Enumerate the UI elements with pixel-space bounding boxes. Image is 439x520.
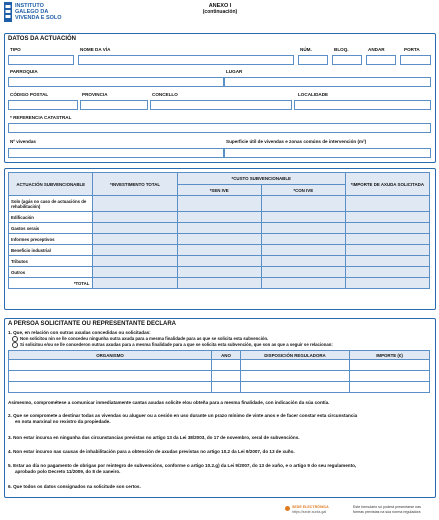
provincia-field[interactable] — [80, 100, 148, 110]
option-no-axudas: Non solicitou nin se lle concedeu ningunha outra axuda para a mesma finalidade para as que se solicita esta subvención. — [20, 336, 269, 341]
provincia-label: PROVINCIA — [82, 92, 108, 97]
cp-label: CÓDIGO POSTAL — [10, 92, 49, 97]
cell[interactable] — [212, 382, 241, 393]
tipo-field[interactable] — [8, 55, 74, 65]
col-organismo: ORGANISMO — [9, 351, 212, 360]
cell[interactable] — [212, 371, 241, 382]
cell[interactable] — [261, 278, 345, 289]
datos-title: DATOS DA ACTUACIÓN — [8, 36, 76, 42]
cell[interactable] — [261, 234, 345, 245]
declara-item-3: 3. Non estar incursa en ningunha das circunstancias previstas no artigo 13 da Lei 38/2003, do 17 de novembro, xeral de subvencións. — [8, 435, 300, 440]
radio-si-axudas[interactable] — [12, 342, 18, 348]
costs-table — [8, 172, 430, 289]
row-label-edificacion: Edificación — [9, 212, 93, 223]
annex-subtitle: (continuación) — [202, 9, 238, 15]
declara-item-2b: en nota marxinal no rexistro da propiedade. — [15, 419, 111, 424]
axudas-table — [8, 350, 430, 393]
num-label: NÚM. — [300, 47, 312, 52]
cell[interactable] — [345, 196, 429, 212]
declara-title: A PERSOA SOLICITANTE OU REPRESENTANTE DECLARA — [8, 321, 177, 327]
org-name-1: INSTITUTO — [15, 3, 44, 9]
lugar-label: LUGAR — [226, 69, 243, 74]
row-label-solo: Solo (agás no caso de actuacións de rehabilitación) — [9, 196, 93, 212]
coat-of-arms-icon — [4, 2, 12, 22]
cell[interactable] — [177, 196, 261, 212]
localidade-label: LOCALIDADE — [298, 92, 329, 97]
cell[interactable] — [9, 382, 212, 393]
cell[interactable] — [93, 278, 177, 289]
cell[interactable] — [261, 196, 345, 212]
declara-item-5a: 5. Estar ao día no pagamento de obrigas por reintegro de subvencións, conforme o artigo 10.2.g) da Lei 9/2007, do 13 de xuño, e o artigo 9 do seu regulamento, — [8, 463, 357, 468]
annex-title: ANEXO I — [208, 3, 232, 9]
cell[interactable] — [350, 360, 430, 371]
superficie-field[interactable] — [224, 148, 431, 158]
parroquia-label: PARROQUIA — [10, 69, 38, 74]
cell[interactable] — [350, 371, 430, 382]
cell[interactable] — [345, 212, 429, 223]
cell[interactable] — [261, 223, 345, 234]
declara-item-1: 1. Que, en relación con outras axudas concedidas ou solicitadas: — [8, 330, 151, 335]
superficie-label: Superficie útil de vivendas e zonas comúns de intervención (m²) — [226, 139, 367, 144]
andar-label: ANDAR — [368, 47, 385, 52]
col-con-ive: *CON IVE — [261, 185, 345, 196]
declara-item-2a: 2. Que se compromete a destinar todas as vivendas ou aluguer ou a cesión en uso durante un prazo mínimo de vinte anos e de facer constar esta circunstancia — [8, 413, 358, 418]
cell[interactable] — [350, 382, 430, 393]
cell[interactable] — [345, 245, 429, 256]
cell[interactable] — [345, 256, 429, 267]
col-custo: *CUSTO SUBVENCIONABLE — [177, 173, 345, 185]
cell[interactable] — [9, 371, 212, 382]
bloq-label: BLOQ. — [334, 47, 349, 52]
parroquia-field[interactable] — [8, 77, 224, 87]
cell[interactable] — [261, 245, 345, 256]
concello-field[interactable] — [150, 100, 292, 110]
cell[interactable] — [241, 371, 350, 382]
col-disposicion: DISPOSICIÓN REGULADORA — [241, 351, 350, 360]
n-vivendas-label: Nº vivendas — [10, 139, 36, 144]
cell[interactable] — [177, 212, 261, 223]
declara-item-5b: aprobado polo Decreto 11/2009, do 8 de xaneiro. — [15, 469, 121, 474]
cell[interactable] — [177, 267, 261, 278]
option-si-axudas: Si solicitou e/ou se lle concederon outras axudas para a mesma finalidade para a que se solicita esta subvención, que son as que a seguir se relacionan: — [20, 342, 333, 347]
cell[interactable] — [177, 256, 261, 267]
row-label-informes: Informes preceptivos — [9, 234, 93, 245]
bloq-field[interactable] — [332, 55, 362, 65]
cell[interactable] — [93, 223, 177, 234]
cell[interactable] — [93, 196, 177, 212]
row-label-tributos: Tributos — [9, 256, 93, 267]
lugar-field[interactable] — [224, 77, 431, 87]
footer-note-2: formas previstas na súa norma reguladora — [353, 509, 421, 514]
cell[interactable] — [93, 245, 177, 256]
cell[interactable] — [177, 234, 261, 245]
concello-label: CONCELLO — [152, 92, 178, 97]
ref-catastral-label: * REFERENCIA CATASTRAL — [10, 115, 72, 120]
porta-field[interactable] — [400, 55, 431, 65]
localidade-field[interactable] — [294, 100, 431, 110]
nome-via-field[interactable] — [78, 55, 294, 65]
row-label-beneficio: Beneficio industrial — [9, 245, 93, 256]
porta-label: PORTA — [404, 47, 420, 52]
tipo-label: TIPO — [10, 47, 21, 52]
cell[interactable] — [345, 223, 429, 234]
cp-field[interactable] — [8, 100, 78, 110]
org-name-3: VIVENDA E SOLO — [15, 15, 62, 21]
sede-icon — [285, 506, 290, 511]
n-vivendas-field[interactable] — [8, 148, 224, 158]
cell[interactable] — [93, 212, 177, 223]
declara-item-4: 4. Non estar incurso nas causas de inhabilitación para a obtención de axudas previstas no artigo 10.2 da Lei 9/2007, do 13 de xuño. — [8, 449, 295, 454]
nome-via-label: NOME DA VÍA — [80, 47, 111, 52]
logo — [4, 2, 64, 24]
cell[interactable] — [345, 278, 429, 289]
col-sen-ive: *SEN IVE — [177, 185, 261, 196]
cell[interactable] — [345, 234, 429, 245]
sede-label: SEDE ELECTRÓNICA — [292, 505, 329, 509]
col-investimento: *INVESTIMENTO TOTAL — [93, 173, 177, 196]
cell[interactable] — [241, 360, 350, 371]
cell[interactable] — [261, 256, 345, 267]
cell[interactable] — [177, 245, 261, 256]
sede-url[interactable]: https://sede.xunta.gal — [292, 509, 327, 514]
row-label-outros: Outros — [9, 267, 93, 278]
num-field[interactable] — [298, 55, 328, 65]
col-importe-euro: IMPORTE (€) — [350, 351, 430, 360]
cell[interactable] — [177, 278, 261, 289]
cell[interactable] — [93, 234, 177, 245]
col-importe: *IMPORTE DE AXUDA SOLICITADA — [345, 173, 429, 196]
cell[interactable] — [212, 360, 241, 371]
row-label-gastos: Gastos xerais — [9, 223, 93, 234]
ref-catastral-field[interactable] — [8, 123, 431, 133]
cell[interactable] — [261, 267, 345, 278]
cell[interactable] — [241, 382, 350, 393]
cell[interactable] — [93, 256, 177, 267]
andar-field[interactable] — [366, 55, 396, 65]
col-actuacion: ACTUACIÓN SUBVENCIONABLE — [9, 173, 93, 196]
footer — [285, 505, 435, 517]
footer-note-1: Este formulario só poderá presentarse nas — [353, 505, 421, 509]
col-ano: ANO — [212, 351, 241, 360]
org-name-2: GALEGO DA — [15, 9, 49, 15]
cell[interactable] — [261, 212, 345, 223]
declara-compromiso: Asimesmo, comprométese a comunicar inmediatamente cantas axudas solicite e/ou obteña para a mesma finalidade, con indicación da súa contía. — [8, 400, 330, 405]
declara-item-6: 6. Que todos os datos consignados na solicitude son certos. — [8, 484, 141, 489]
cell[interactable] — [9, 360, 212, 371]
cell[interactable] — [93, 267, 177, 278]
cell[interactable] — [345, 267, 429, 278]
row-label-total: *TOTAL — [9, 278, 93, 289]
cell[interactable] — [177, 223, 261, 234]
